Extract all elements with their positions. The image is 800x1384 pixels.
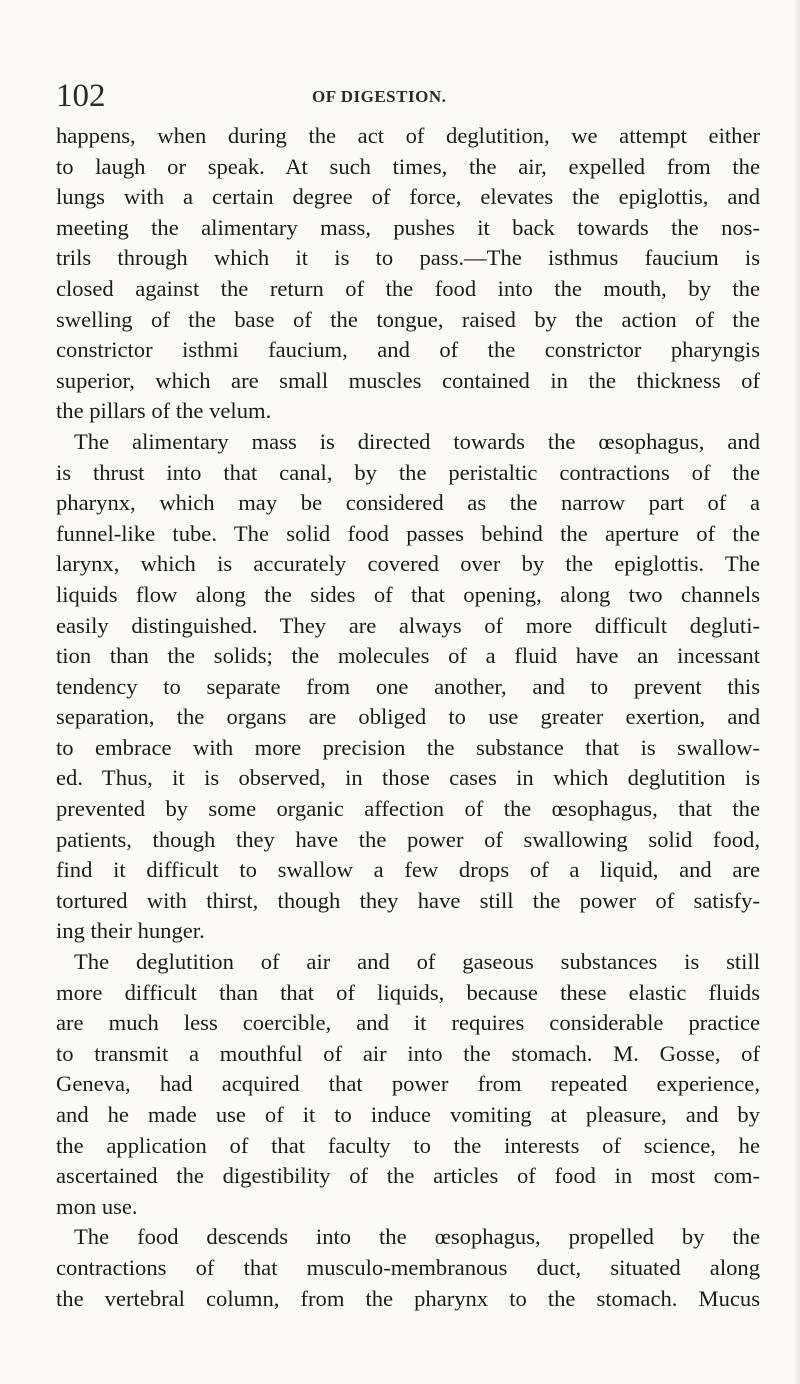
text-line: contractions of that musculo-membranous duct, situated along [56,1254,760,1280]
text-line: more difficult than that of liquids, because these elastic fluids [56,979,760,1005]
text-line: funnel-like tube. The solid food passes behind the aperture of the [56,520,760,546]
page-edge-shadow [794,0,800,1384]
text-line: are much less coercible, and it requires considerable practice [56,1010,760,1036]
text-line: The food descends into the œsophagus, propelled by the [74,1224,760,1250]
text-line: constrictor isthmi faucium, and of the constrictor pharyngis [56,337,760,363]
text-line: Geneva, had acquired that power from repeated experience, [56,1071,760,1097]
paragraph-4 [56,1222,760,1314]
text-line: tion than the solids; the molecules of a fluid have an incessant [56,643,760,669]
paragraph-3 [56,947,760,1222]
text-line: to transmit a mouthful of air into the stomach. M. Gosse, of [56,1040,760,1066]
text-line: to laugh or speak. At such times, the air, expelled from the [56,153,760,179]
text-line: easily distinguished. They are always of more difficult degluti- [56,612,760,638]
text-line: swelling of the base of the tongue, raised by the action of the [56,306,760,332]
text-line: is thrust into that canal, by the peristaltic contractions of the [56,459,760,485]
text-line: happens, when during the act of deglutition, we attempt either [56,123,760,148]
text-line: meeting the alimentary mass, pushes it back towards the nos- [56,214,760,240]
text-line: lungs with a certain degree of force, elevates the epiglottis, and [56,184,760,210]
body-text [56,121,760,1314]
text-line: the vertebral column, from the pharynx to the stomach. Mucus [56,1285,760,1311]
text-line: The deglutition of air and of gaseous substances is still [74,949,760,975]
text-line: closed against the return of the food into the mouth, by the [56,275,760,301]
page-number: 102 [56,78,106,114]
text-line: ing their hunger. [56,918,205,944]
text-line: pharynx, which may be considered as the narrow part of a [56,490,760,516]
text-line: ed. Thus, it is observed, in those cases in which deglutition is [56,765,760,791]
text-line: the pillars of the velum. [56,398,272,424]
text-line: The alimentary mass is directed towards the œsophagus, and [74,428,760,454]
text-line: mon use. [56,1193,138,1219]
text-line: tendency to separate from one another, and to prevent this [56,673,760,699]
text-line: trils through which it is to pass.—The isthmus faucium is [56,245,760,271]
running-head [56,76,756,116]
text-line: and he made use of it to induce vomiting at pleasure, and by [56,1102,760,1127]
running-title: OF DIGESTION. [312,87,447,106]
text-line: larynx, which is accurately covered over by the epiglottis. The [56,551,760,577]
text-line: prevented by some organic affection of the œsophagus, that the [56,796,760,822]
text-line: separation, the organs are obliged to use greater exertion, and [56,704,760,730]
text-line: to embrace with more precision the substance that is swallow- [56,734,760,760]
text-line: find it difficult to swallow a few drops of a liquid, and are [56,857,760,883]
text-line: patients, though they have the power of swallowing solid food, [56,826,760,852]
paragraph-2 [56,427,760,947]
text-line: the application of that faculty to the interests of science, he [56,1132,760,1158]
text-line: ascertained the digestibility of the articles of food in most com- [56,1163,760,1189]
paragraph-1 [56,121,760,427]
text-line: tortured with thirst, though they have still the power of satisfy- [56,887,760,913]
text-line: liquids flow along the sides of that opening, along two channels [56,581,760,607]
text-line: superior, which are small muscles contained in the thickness of [56,367,760,393]
